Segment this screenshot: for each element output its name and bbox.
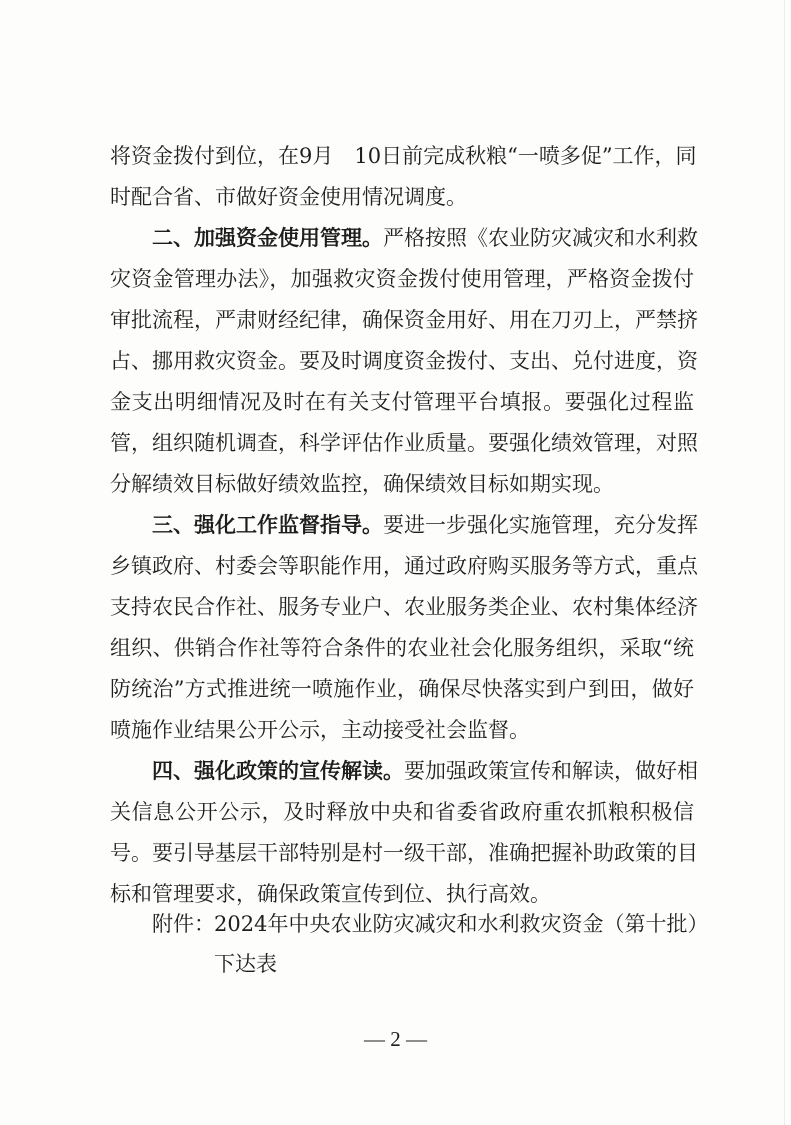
section-3-first-line	[152, 505, 698, 545]
section-4-line: 号。要引导基层干部特别是村一级干部，准确把握补助政策的目	[110, 841, 698, 865]
section-2-line: 占、挪用救灾资金。要及时调度资金拨付、支出、兑付进度，资	[110, 349, 698, 373]
attachment-title-continued: 下达表	[214, 952, 277, 976]
section-4-line: 关信息公开公示，及时释放中央和省委省政府重农抓粮积极信	[110, 800, 694, 824]
section-2-line: 管，组织随机调查，科学评估作业质量。要强化绩效管理，对照	[110, 431, 698, 455]
paragraph-line: 将资金拨付到位，在9月 10日前完成秋粮“一喷多促”工作，同	[110, 144, 697, 168]
scan-edge-line	[784, 0, 785, 1125]
section-2-line: 分解绩效目标做好绩效监控，确保绩效目标如期实现。	[110, 472, 614, 496]
page-number: — 2 —	[364, 1027, 427, 1051]
section-3-line: 组织、供销合作社等符合条件的农业社会化服务组织，采取“统	[110, 636, 694, 660]
section-2-first-text: 严格按照《农业防灾减灾和水利救	[383, 226, 698, 250]
attachment-label: 附件：	[152, 912, 215, 936]
section-2-heading: 二、加强资金使用管理。	[152, 226, 383, 250]
section-3-line: 乡镇政府、村委会等职能作用，通过政府购买服务等方式，重点	[110, 554, 698, 578]
section-2-first-line	[152, 218, 698, 258]
section-3-heading: 三、强化工作监督指导。	[152, 513, 383, 537]
section-4-first-line	[152, 751, 698, 791]
section-2-line: 金支出明细情况及时在有关支付管理平台填报。要强化过程监	[110, 390, 694, 414]
section-3-line: 喷施作业结果公开公示，主动接受社会监督。	[110, 718, 530, 742]
section-2-line: 审批流程，严肃财经纪律，确保资金用好、用在刀刃上，严禁挤	[110, 308, 698, 332]
attachment-title: 2024年中央农业防灾减灾和水利救灾资金（第十批）	[214, 912, 709, 936]
section-3-first-text: 要进一步强化实施管理，充分发挥	[383, 513, 698, 537]
section-4-first-text: 要加强政策宣传和解读，做好相	[404, 759, 698, 783]
section-3-line: 支持农民合作社、服务专业户、农业服务类企业、农村集体经济	[110, 595, 698, 619]
section-2-line: 灾资金管理办法》，加强救灾资金拨付使用管理，严格资金拨付	[110, 267, 694, 291]
section-4-heading: 四、强化政策的宣传解读。	[152, 759, 404, 783]
section-3-line: 防统治”方式推进统一喷施作业，确保尽快落实到户到田，做好	[110, 677, 694, 701]
paragraph-line: 时配合省、市做好资金使用情况调度。	[110, 185, 467, 209]
section-4-line: 标和管理要求，确保政策宣传到位、执行高效。	[110, 882, 551, 906]
